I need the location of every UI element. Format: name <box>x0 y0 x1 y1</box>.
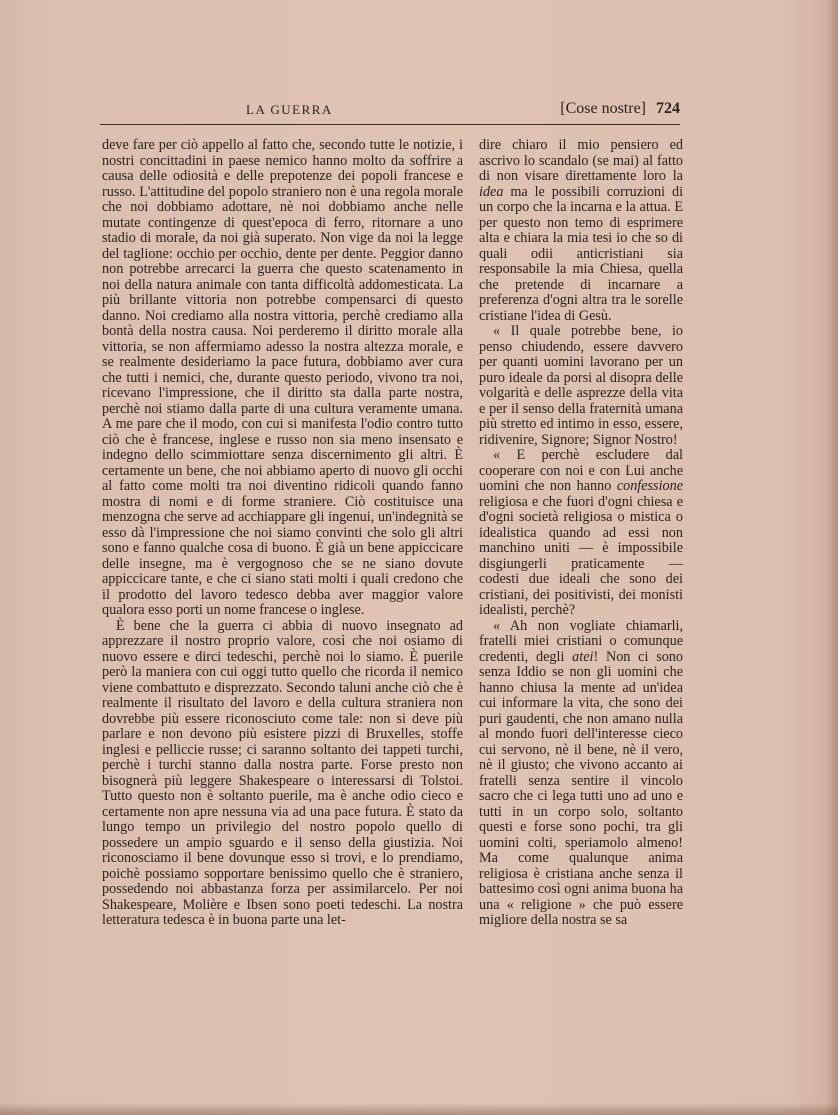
header-right <box>560 100 680 118</box>
paragraph <box>479 448 683 619</box>
text-run: ! Non ci sono senza Iddio se non gli uomini che hanno chiusa la mente ad un'idea cui informare la vita, che sono dei puri gaudenti, che non amano nulla al mondo fuori dell'interesse cieco cui servono, nè il bene, nè il vero, nè il giusto; che vivono accanto ai fratelli senza sentire il vincolo sacro che ci lega tutti uno ad uno e tutti in un corpo solo, soltanto questi e forse sono pochi, tra gli uomini colti, speriamolo almeno! Ma come qualunque anima religiosa è cristiana anche senza il battesimo così ogni anima buona ha una « religione » che può essere migliore della nostra se sa <box>479 648 683 928</box>
paragraph <box>479 138 683 324</box>
page-bottom-shadow <box>0 1103 838 1115</box>
text-run: religiosa e che fuori d'ogni chiesa e d'ogni società religiosa o mistica o idealistica quando ad essi non manchino uniti — è impossibile disgiungerli praticamente — codesti due ideali che sono dei cristiani, dei positivisti, dei monisti idealisti, perchè? <box>479 493 683 618</box>
left-column <box>102 138 463 929</box>
running-header <box>100 100 680 125</box>
italic-term: confessione <box>616 478 684 494</box>
italic-term: idea <box>479 183 504 200</box>
section-label: [Cose nostre] <box>560 100 646 117</box>
page-number: 724 <box>656 100 680 117</box>
page-edge-shadow <box>826 0 838 1115</box>
right-column <box>479 138 683 929</box>
text-run: dire chiaro il mio pensiero ed ascrivo lo scandalo (se mai) al fatto di non visare direttamente loro la <box>479 137 683 184</box>
paragraph: È bene che la guerra ci abbia di nuovo insegnato ad apprezzare il nostro proprio valore, così che noi osiamo di nuovo essere e dirci tedeschi, perchè noi lo siamo. È puerile però la maniera con cui oggi tutto quello che ricorda il nemico viene combattuto e disprezzato. Secondo taluni anche ciò che è realmente il risultato del lavoro e della cultura straniera non dovrebbe più essere riconosciuto come tale: non si deve più parlare e non devono più esistere pizzi di Bruxelles, stoffe inglesi e pelliccie russe; ci saranno soltanto dei tappeti turchi, perchè i turchi stanno dalla nostra parte. Forse presto non bisognerà più leggere Shakespeare o interessarsi di Tolstoi. Tutto questo non è soltanto puerile, ma è anche odio cieco e certamente non apre nessuna via ad una pace futura. È stato da lungo tempo un privilegio del nostro popolo quello di possedere un ampio sguardo e il senso della giustizia. Noi riconosciamo il bene dovunque esso si trovi, e lo prendiamo, poichè possiamo sopportare benissimo quello che è straniero, possedendo noi abbastanza forza per assimilarcelo. Per noi Shakespeare, Molière e Ibsen sono poeti tedeschi. La nostra letteratura tedesca è in buona parte una let- <box>102 617 463 928</box>
journal-title: LA GUERRA <box>246 102 333 117</box>
text-run: « E perchè escludere dal cooperare con noi e con Lui anche uomini che non hanno <box>479 447 683 494</box>
paragraph: deve fare per ciò appello al fatto che, secondo tutte le notizie, i nostri concittadini in paese nemico hanno molto da soffrire a causa delle odiosità e delle prepotenze dei popoli francese e russo. L'attitudine del popolo straniero non è una regola morale che noi dobbiamo adottare, nè noi dobbiamo anche nelle mutate contingenze di quest'epoca di ferro, ritornare a uno stadio di morale, da noi già superato. Non vige da noi la legge del taglione: occhio per occhio, dente per dente. Peggior danno non potrebbe arrecarci la guerra che questo scatenamento in noi della natura animale con tanta difficoltà addomesticata. La più brillante vittoria non potrebbe compensarci di questo danno. Noi crediamo alla nostra vittoria, perchè crediamo alla bontà della nostra causa. Noi perderemo il diritto morale alla vittoria, se non affermiamo adesso la nostra altezza morale, e se realmente desideriamo la pace futura, dobbiamo aver cura che tutti i nemici, che, durante questo periodo, vivono tra noi, ricevano l'impressione, che il diritto sta dalla parte nostra, perchè noi stiamo dalla parte di una cultura veramente umana. A me pare che il modo, con cui si manifesta l'odio contro tutto ciò che è francese, inglese e russo non sia meno insensato e indegno dello scimmiottare senza discernimento gli altri. È certamente un bene, che noi abbiamo aperto di nuovo gli occhi al fatto come molti tra noi diventino ridicoli quando fanno mostra di nomi e di forme straniere. Ciò costituisce una menzogna che serve ad acchiappare gli ingenui, un'indegnità se esso dà l'impressione che noi siamo convinti che solo gli altri sono e fanno qualche cosa di buono. È già un bene appiccicare delle insegne, ma è vergognoso che se ne siano dovute appiccicare tante, e che ci siano stati molti i quali credono che il prodotto del lavoro tedesco debba aver maggior valore qualora esso porti un nome francese o inglese. <box>102 137 463 618</box>
text-run: « Ah non vogliate chiamarli, fratelli miei cristiani o comunque credenti, degli <box>479 617 683 665</box>
paragraph: « Il quale potrebbe bene, io penso chiudendo, essere davvero per quanti uomini lavorano per un puro ideale da porsi al disopra delle volgarità e delle asprezze della vita e per il senso della fraternità umana più stretto ed intimo in esso, essere, ridivenire, Signore; Signor Nostro! <box>479 323 683 448</box>
italic-term: atei <box>572 648 594 665</box>
text-run: ma le possibili corruzioni di un corpo che la incarna e la attua. E per questo non temo di esprimere alta e chiara la mia tesi io che so di quali odii anticristiani sia responsabile la mia Chiesa, quella che pretende di incarnare a preferenza d'ogni altra tra le sorelle cristiane l'idea di Gesù. <box>479 183 684 324</box>
paragraph <box>479 619 683 929</box>
